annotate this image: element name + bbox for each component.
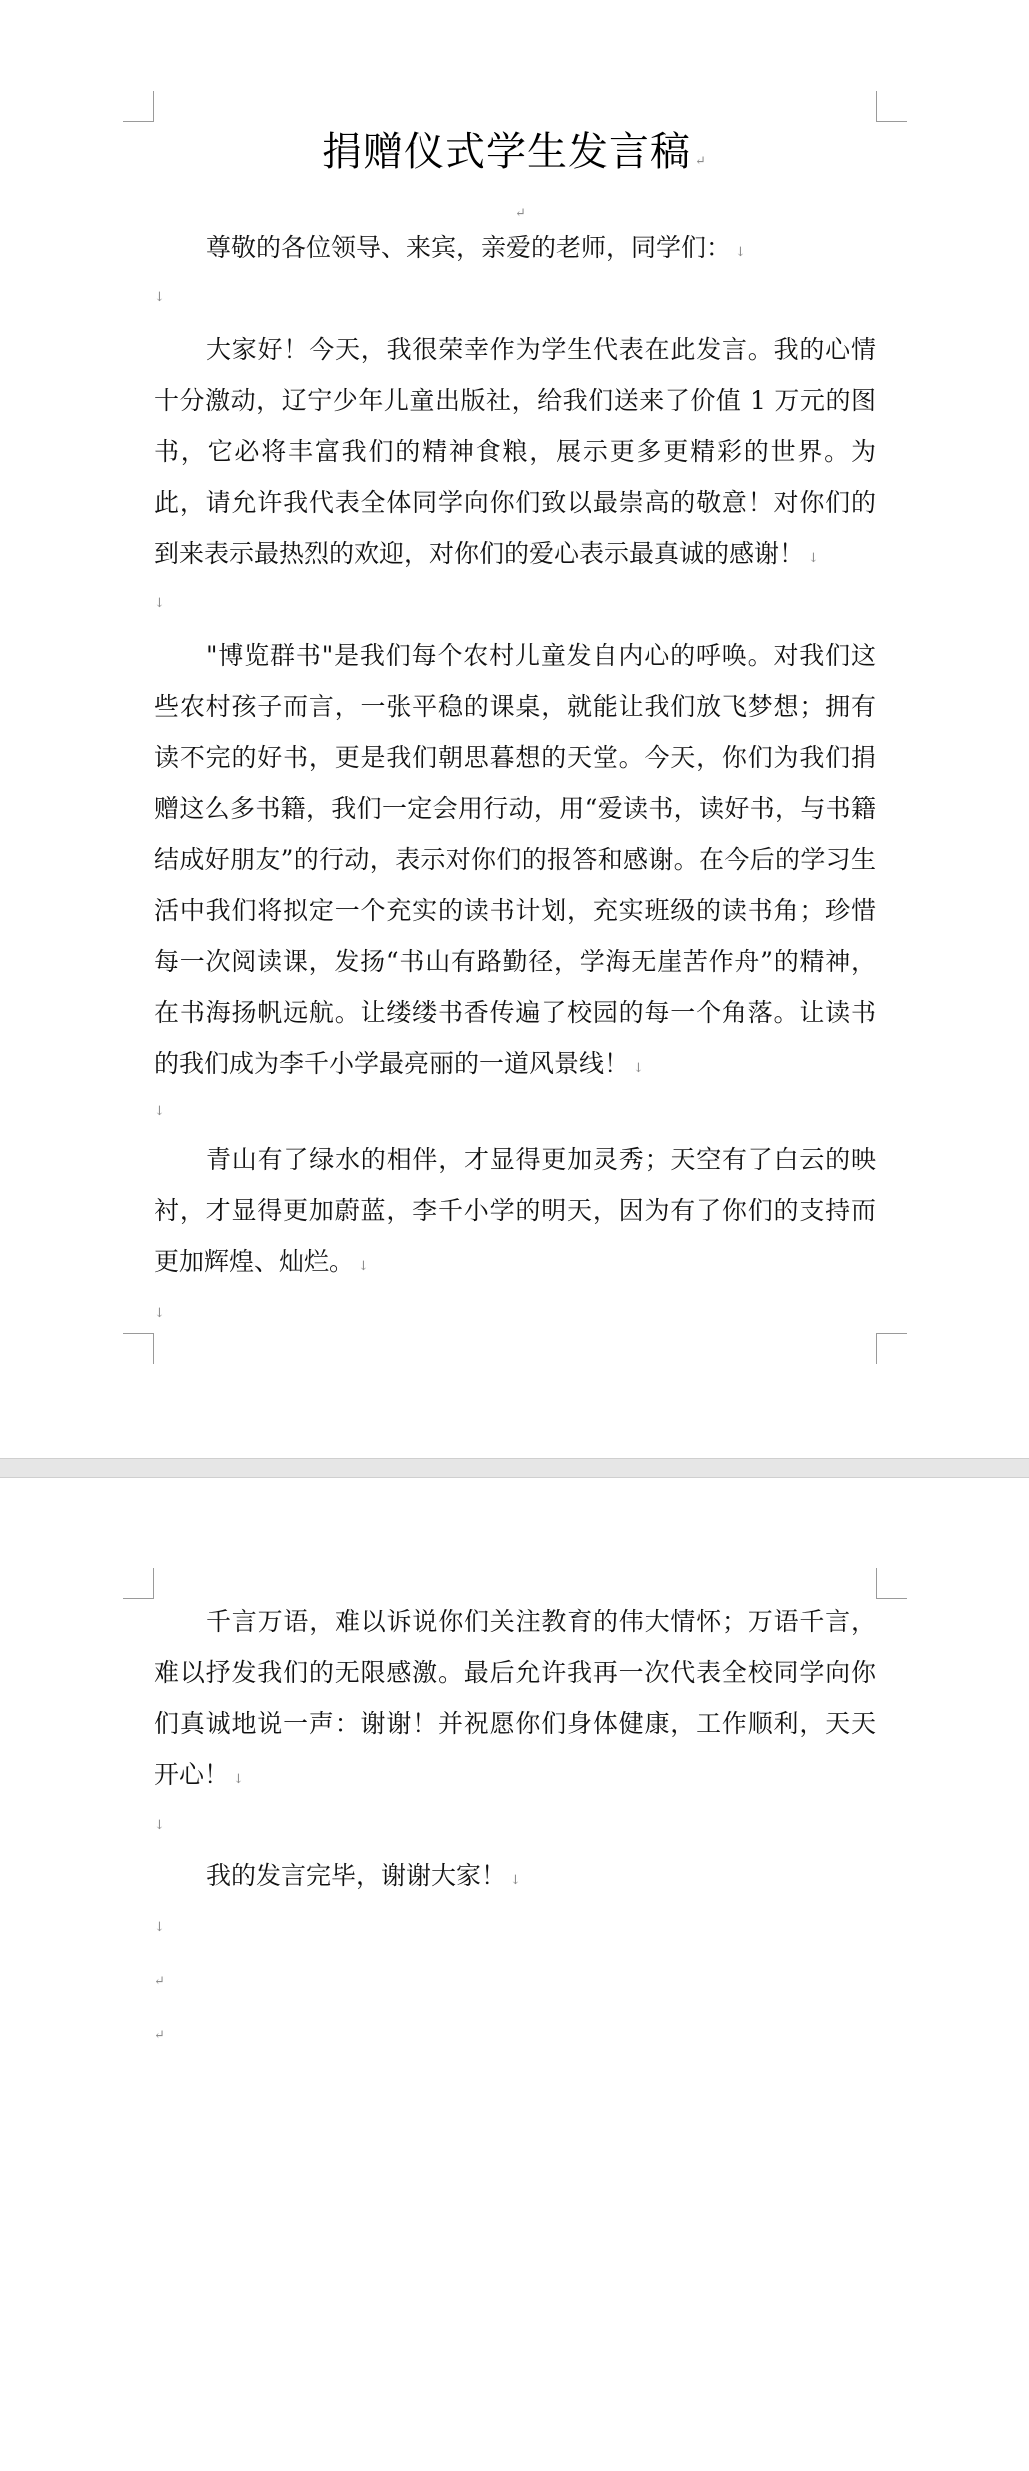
line-break-mark-icon: ↓ — [735, 245, 746, 260]
paragraph-closing[interactable] — [154, 1850, 876, 1906]
line-break-mark-icon: ↓ — [808, 551, 819, 566]
document-title-text: 捐赠仪式学生发言稿 — [322, 129, 692, 175]
document-title[interactable] — [0, 126, 1029, 188]
paragraph-text: 我的发言完毕，谢谢大家！ — [206, 1861, 507, 1890]
line-break-mark-icon: ↓ — [154, 596, 165, 611]
margin-corner-top-left — [123, 91, 154, 122]
line-break-mark-icon: ↓ — [154, 290, 165, 305]
margin-corner-bottom-left — [123, 1333, 154, 1364]
paragraph-thanks[interactable] — [154, 1596, 876, 1805]
margin-corner-bottom-right — [876, 1333, 907, 1364]
paragraph-mark-icon: ↵ — [695, 154, 707, 169]
line-break-mark-icon: ↓ — [154, 1818, 165, 1833]
margin-corner-top-right — [876, 1568, 907, 1599]
line-break-mark-icon: ↓ — [358, 1259, 369, 1274]
line-break-mark-icon: ↓ — [154, 1920, 165, 1935]
line-break-mark-icon: ↓ — [154, 1306, 165, 1321]
margin-corner-top-left — [123, 1568, 154, 1599]
page-separator — [0, 1458, 1029, 1478]
line-break-mark-icon: ↓ — [633, 1061, 644, 1076]
line-break-mark-icon: ↓ — [154, 1104, 165, 1119]
line-break-mark-icon: ↓ — [233, 1772, 244, 1787]
paragraph-opening[interactable] — [154, 324, 876, 584]
paragraph-future[interactable] — [154, 1134, 876, 1292]
paragraph-text: 千言万语，难以诉说你们关注教育的伟大情怀；万语千言，难以抒发我们的无限感激。最后允许我再一次代表全校同学向你们真诚地说一声：谢谢！并祝愿你们身体健康，工作顺利，天天开心！ — [154, 1607, 876, 1789]
paragraph-text: 尊敬的各位领导、来宾，亲爱的老师，同学们： — [206, 233, 732, 262]
paragraph-text: 青山有了绿水的相伴，才显得更加灵秀；天空有了白云的映衬，才显得更加蔚蓝，李千小学的明天，因为有了你们的支持而更加辉煌、灿烂。 — [154, 1145, 876, 1276]
line-break-mark-icon: ↓ — [510, 1873, 521, 1888]
paragraph-mark-icon: ↵ — [154, 2028, 165, 2043]
paragraph-mark-icon: ↵ — [515, 206, 526, 221]
paragraph-reading[interactable] — [154, 630, 876, 1094]
paragraph-mark-icon: ↵ — [154, 1974, 165, 1989]
paragraph-text: "博览群书"是我们每个农村儿童发自内心的呼唤。对我们这些农村孩子而言，一张平稳的课桌，就能让我们放飞梦想；拥有读不完的好书，更是我们朝思暮想的天堂。今天，你们为我们捐赠这么多书籍，我们一定会用行动，用“爱读书，读好书，与书籍结成好朋友”的行动，表示对你们的报答和感谢。在今后的学习生活中我们将拟定一个充实的读书计划，充实班级的读书角；珍惜每一次阅读课，发扬“书山有路勤径，学海无崖苦作舟”的精神，在书海扬帆远航。让缕缕书香传遍了校园的每一个角落。让读书的我们成为李千小学最亮丽的一道风景线！ — [154, 641, 876, 1078]
margin-corner-top-right — [876, 91, 907, 122]
paragraph-greeting[interactable] — [154, 222, 876, 278]
paragraph-text: 大家好！今天，我很荣幸作为学生代表在此发言。我的心情十分激动，辽宁少年儿童出版社，给我们送来了价值 1 万元的图书，它必将丰富我们的精神食粮，展示更多更精彩的世界。为此，请允许我代表全体同学向你们致以最崇高的敬意！对你们的到来表示最热烈的欢迎，对你们的爱心表示最真诚的感谢！ — [154, 335, 876, 568]
document-page-2 — [0, 1478, 1029, 2471]
